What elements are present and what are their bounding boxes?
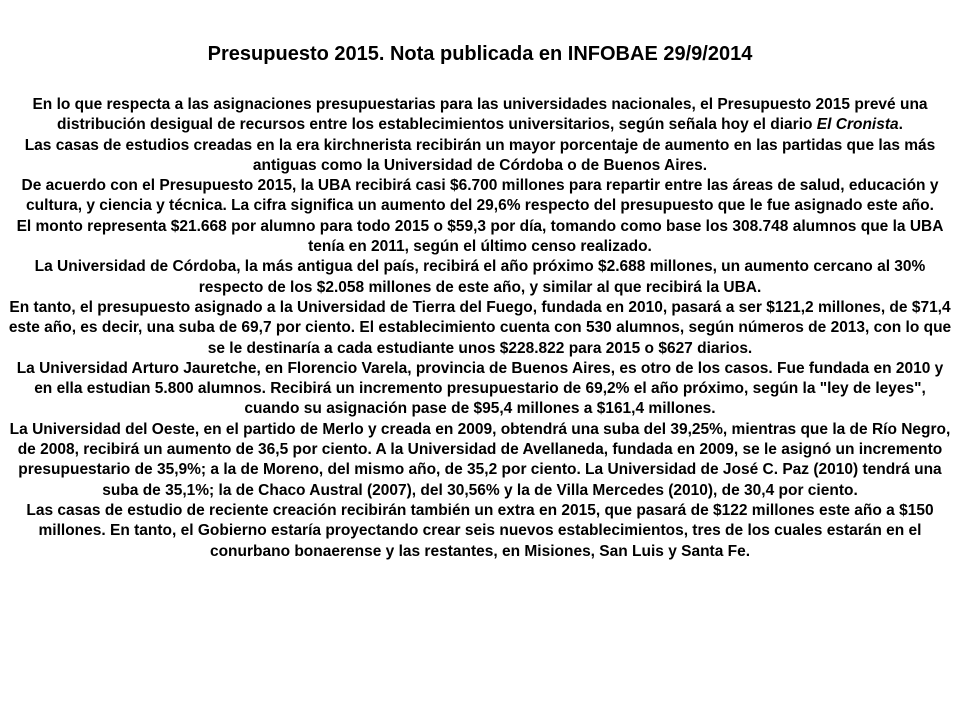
paragraph-6: En tanto, el presupuesto asignado a la Universidad de Tierra del Fuego, fundada en 2010, pasará a ser $121,2 millones, de $71,4 este año, es decir, una suba de 69,7 por ciento. El establecimiento cuenta con 530 alumnos, según números de 2013, con lo que se le destinaría a cada estudiante unos $228.822 para 2015 o $627 diarios. (8, 298, 952, 357)
paragraph-7: La Universidad Arturo Jauretche, en Florencio Varela, provincia de Buenos Aires, es otro de los casos. Fue fundada en 2010 y en ella estudian 5.800 alumnos. Recibirá un incremento presupuestario de 69,2% el año próximo, según la "ley de leyes", cuando su asignación pase de $95,4 millones a $161,4 millones. (16, 359, 944, 418)
paragraph-5: La Universidad de Córdoba, la más antigua del país, recibirá el año próximo $2.688 millones, un aumento cercano al 30% respecto de los $2.058 millones de este año, y similar al que recibirá la UBA. (34, 258, 926, 296)
paragraph-1-text: En lo que respecta a las asignaciones presupuestarias para las universidades nacionales, el Presupuesto 2015 prevé una distribución desigual de recursos entre los establecimientos universitarios, según señala hoy el diario (32, 96, 928, 134)
paragraph-3: De acuerdo con el Presupuesto 2015, la UBA recibirá casi $6.700 millones para repartir entre las áreas de salud, educación y cultura, y ciencia y técnica. La cifra significa un aumento del 29,6% respecto del presupuesto que le fue asignado este año. (21, 177, 939, 215)
paragraph-8: La Universidad del Oeste, en el partido de Merlo y creada en 2009, obtendrá una suba del 39,25%, mientras que la de Río Negro, de 2008, recibirá un aumento de 36,5 por ciento. A la Universidad de Avellaneda, fundada en 2009, se le asignó un incremento presupuestario de 35,9%; a la de Moreno, del mismo año, de 35,2 por ciento. La Universidad de José C. Paz (2010) tendrá una suba de 35,1%; la de Chaco Austral (2007), del 30,56% y la de Villa Mercedes (2010), de 30,4 por ciento. (9, 420, 951, 499)
paragraph-4: El monto representa $21.668 por alumno para todo 2015 o $59,3 por día, tomando como base los 308.748 alumnos que la UBA tenía en 2011, según el último censo realizado. (16, 217, 944, 256)
article-body (8, 95, 952, 562)
page-title: Presupuesto 2015. Nota publicada en INFOBAE 29/9/2014 (207, 43, 753, 65)
source-newspaper: El Cronista (816, 116, 899, 134)
paragraph-1-end: . (898, 116, 903, 134)
paragraph-2: Las casas de estudios creadas en la era kirchnerista recibirán un mayor porcentaje de aumento en las partidas que las más antiguas como la Universidad de Córdoba o de Buenos Aires. (24, 136, 936, 174)
paragraph-9: Las casas de estudio de reciente creación recibirán también un extra en 2015, que pasará de $122 millones este año a $150 millones. En tanto, el Gobierno estaría proyectando crear seis nuevos establecimientos, tres de los cuales estarán en el conurbano bonaerense y las restantes, en Misiones, San Luis y Santa Fe. (26, 501, 934, 560)
paragraph-1 (8, 95, 952, 136)
